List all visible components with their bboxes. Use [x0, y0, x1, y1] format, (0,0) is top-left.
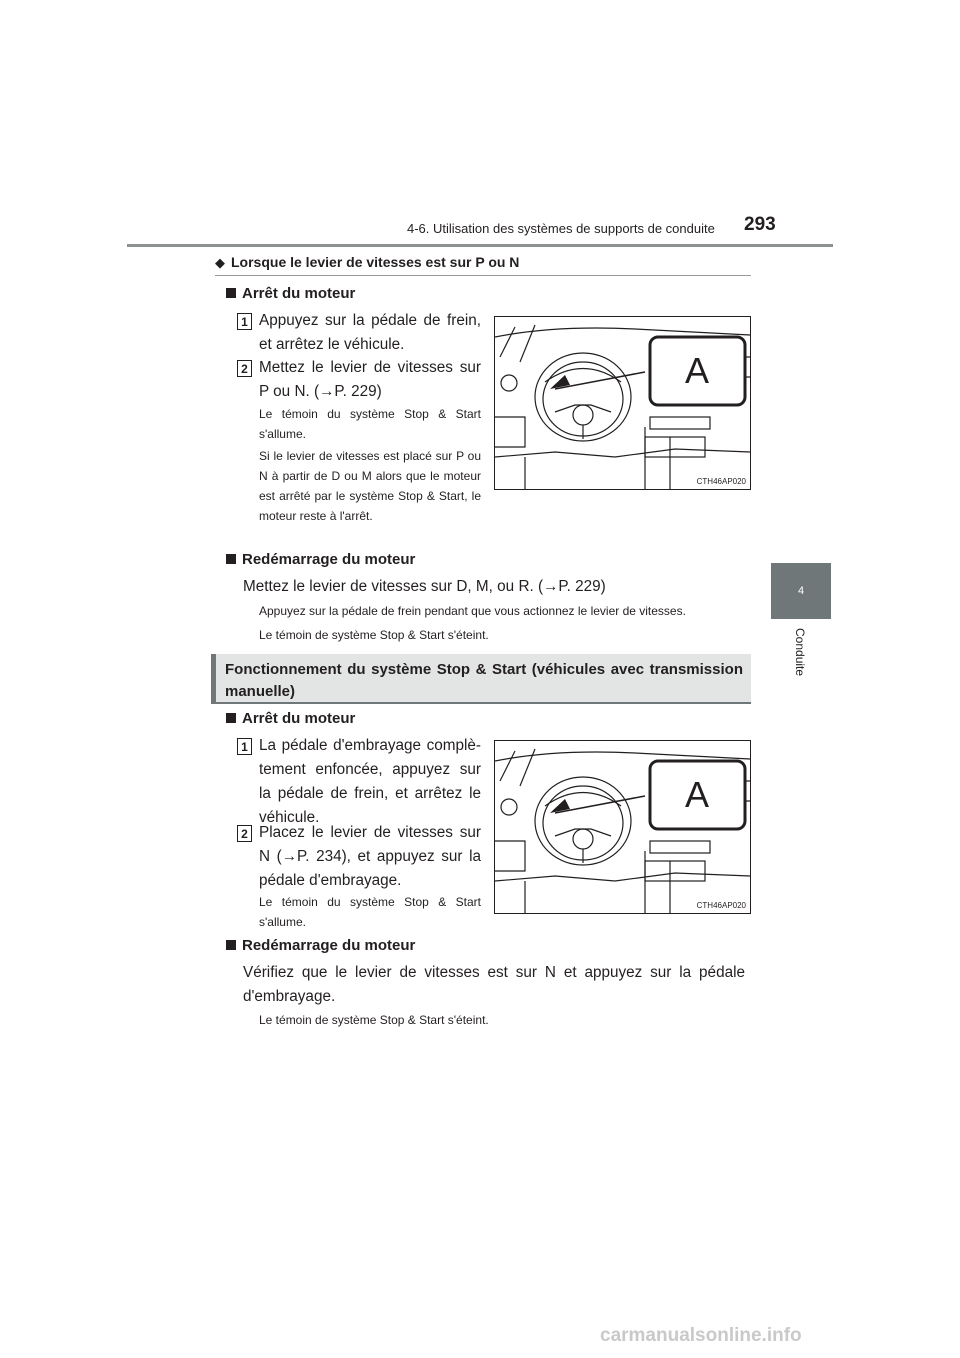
- step-text: La pédale d'embrayage complè- tement enfoncée, appuyez sur la pédale de frein, et arrêtez le véhicule.: [259, 737, 481, 826]
- callout-label: A: [684, 774, 710, 815]
- step-number: 1: [237, 738, 252, 755]
- step-number: 2: [237, 360, 252, 377]
- dashboard-drawing: [495, 741, 750, 913]
- watermark: carmanualsonline.info: [600, 1325, 802, 1346]
- dashboard-illustration: [494, 740, 751, 914]
- running-header: 4-6. Utilisation des systèmes de supports de conduite: [407, 221, 715, 236]
- step-text: Placez le levier de vitesses sur N (→P. 234), et appuyez sur la pédale d'embrayage.: [259, 824, 481, 889]
- step-text: Appuyez sur la pédale de frein, et arrêtez le véhicule.: [259, 312, 481, 353]
- dashboard-drawing: [495, 317, 750, 489]
- square-bullet-icon: [226, 554, 236, 564]
- section-heading-text: Fonctionnement du système Stop & Start (véhicules avec transmission manuelle): [225, 661, 743, 700]
- square-bullet-icon: [226, 940, 236, 950]
- block2-text: Mettez le levier de vitesses sur D, M, ou R. (→P. 229): [243, 578, 606, 595]
- note-text: Le témoin de système Stop & Start s'éteint.: [259, 1013, 489, 1027]
- diamond-icon: ◆: [215, 255, 225, 270]
- block4-text: Vérifiez que le levier de vitesses est sur N et appuyez sur la pédale d'embrayage.: [243, 964, 745, 1005]
- chapter-label-text: Conduite: [793, 628, 807, 677]
- note-text: Appuyez sur la pédale de frein pendant que vous actionnez le levier de vitesses.: [259, 604, 686, 618]
- square-bullet-icon: [226, 713, 236, 723]
- sub-heading-text: Lorsque le levier de vitesses est sur P ou N: [231, 254, 520, 270]
- sub-heading: [215, 254, 751, 271]
- step-text: Mettez le levier de vitesses sur P ou N. (→P. 229): [259, 359, 481, 400]
- block2-title: Redémarrage du moteur: [226, 551, 415, 568]
- block4-title: Redémarrage du moteur: [226, 937, 415, 954]
- step-number: 1: [237, 313, 252, 330]
- square-bullet-icon: [226, 288, 236, 298]
- note-text: Le témoin du système Stop & Start s'allume.: [259, 407, 481, 441]
- section-heading: [211, 654, 751, 704]
- sub-heading-rule: [215, 275, 751, 276]
- callout-label: A: [684, 350, 710, 391]
- page-number: 293: [744, 214, 776, 235]
- step-number: 2: [237, 825, 252, 842]
- figure-code: CTH46AP020: [696, 901, 746, 910]
- note-text: Si le levier de vitesses est placé sur P ou N à partir de D ou M alors que le moteur est arrêté par le système Stop & Start, le moteur reste à l'arrêt.: [259, 449, 481, 523]
- note-text: Le témoin de système Stop & Start s'éteint.: [259, 628, 489, 642]
- figure-code: CTH46AP020: [696, 477, 746, 486]
- dashboard-illustration: [494, 316, 751, 490]
- block3-title: Arrêt du moteur: [226, 710, 355, 727]
- header-rule: [127, 244, 833, 247]
- note-text: Le témoin du système Stop & Start s'allume.: [259, 895, 481, 929]
- chapter-tab: 4: [771, 563, 831, 619]
- chapter-label: [770, 628, 830, 688]
- block1-title: Arrêt du moteur: [226, 285, 355, 302]
